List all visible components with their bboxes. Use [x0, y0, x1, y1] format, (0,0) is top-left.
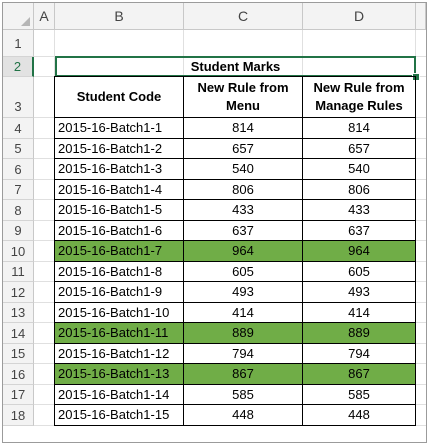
student-code-cell[interactable]: 2015-16-Batch1-7 — [55, 241, 184, 262]
student-code-cell[interactable]: 2015-16-Batch1-15 — [55, 405, 184, 426]
column-header-d[interactable]: D — [303, 3, 416, 30]
student-code-cell[interactable]: 2015-16-Batch1-8 — [55, 262, 184, 282]
row-header-15[interactable]: 15 — [3, 344, 34, 364]
column-header-b[interactable]: B — [55, 3, 184, 30]
menu-rule-value-cell[interactable]: 964 — [184, 241, 303, 262]
manage-rule-value-cell[interactable]: 889 — [303, 323, 416, 344]
menu-rule-value-cell[interactable]: 657 — [184, 139, 303, 159]
manage-rule-value-cell[interactable]: 814 — [303, 118, 416, 139]
manage-rule-value-cell[interactable]: 585 — [303, 385, 416, 405]
menu-rule-value-cell[interactable]: 867 — [184, 364, 303, 385]
student-code-cell[interactable]: 2015-16-Batch1-11 — [55, 323, 184, 344]
menu-rule-value-cell[interactable]: 794 — [184, 344, 303, 364]
row-header-8[interactable]: 8 — [3, 200, 34, 221]
menu-rule-value-cell[interactable]: 540 — [184, 159, 303, 180]
manage-rule-value-cell[interactable]: 806 — [303, 180, 416, 200]
row-header-18[interactable]: 18 — [3, 405, 34, 426]
row-header-7[interactable]: 7 — [3, 180, 34, 200]
row-header-11[interactable]: 11 — [3, 262, 34, 282]
manage-rule-value-cell[interactable]: 433 — [303, 200, 416, 221]
student-code-cell[interactable]: 2015-16-Batch1-1 — [55, 118, 184, 139]
menu-rule-value-cell[interactable]: 585 — [184, 385, 303, 405]
title-cell[interactable]: Student Marks — [55, 56, 416, 77]
manage-rule-value-cell[interactable]: 540 — [303, 159, 416, 180]
column-header-a[interactable]: A — [34, 3, 55, 30]
row-header-1[interactable]: 1 — [3, 30, 34, 57]
student-code-cell[interactable]: 2015-16-Batch1-9 — [55, 282, 184, 303]
menu-rule-value-cell[interactable]: 814 — [184, 118, 303, 139]
column-header-c[interactable]: C — [184, 3, 303, 30]
row-header-4[interactable]: 4 — [3, 118, 34, 139]
manage-rule-value-cell[interactable]: 794 — [303, 344, 416, 364]
row-header-2[interactable]: 2 — [3, 57, 34, 77]
manage-rule-value-cell[interactable]: 605 — [303, 262, 416, 282]
manage-rule-value-cell[interactable]: 657 — [303, 139, 416, 159]
student-code-cell[interactable]: 2015-16-Batch1-13 — [55, 364, 184, 385]
student-code-cell[interactable]: 2015-16-Batch1-4 — [55, 180, 184, 200]
row-header-14[interactable]: 14 — [3, 323, 34, 344]
student-code-cell[interactable]: 2015-16-Batch1-10 — [55, 303, 184, 323]
manage-rule-value-cell[interactable]: 493 — [303, 282, 416, 303]
manage-rule-value-cell[interactable]: 637 — [303, 221, 416, 241]
student-code-cell[interactable]: 2015-16-Batch1-3 — [55, 159, 184, 180]
manage-rule-value-cell[interactable]: 964 — [303, 241, 416, 262]
menu-rule-value-cell[interactable]: 433 — [184, 200, 303, 221]
menu-rule-value-cell[interactable]: 605 — [184, 262, 303, 282]
header-new-rule-manage[interactable]: New Rule from Manage Rules — [303, 77, 416, 118]
manage-rule-value-cell[interactable]: 448 — [303, 405, 416, 426]
row-header-12[interactable]: 12 — [3, 282, 34, 303]
row-header-3[interactable]: 3 — [3, 77, 34, 118]
menu-rule-value-cell[interactable]: 637 — [184, 221, 303, 241]
row-header-13[interactable]: 13 — [3, 303, 34, 323]
student-code-cell[interactable]: 2015-16-Batch1-12 — [55, 344, 184, 364]
column-header-filler — [416, 3, 426, 30]
header-new-rule-menu[interactable]: New Rule from Menu — [184, 77, 303, 118]
menu-rule-value-cell[interactable]: 448 — [184, 405, 303, 426]
row-header-5[interactable]: 5 — [3, 139, 34, 159]
select-all-corner[interactable] — [3, 3, 34, 30]
student-code-cell[interactable]: 2015-16-Batch1-2 — [55, 139, 184, 159]
select-all-icon — [21, 17, 30, 26]
row-header-9[interactable]: 9 — [3, 221, 34, 241]
manage-rule-value-cell[interactable]: 414 — [303, 303, 416, 323]
student-code-cell[interactable]: 2015-16-Batch1-6 — [55, 221, 184, 241]
header-student-code[interactable]: Student Code — [55, 77, 184, 118]
menu-rule-value-cell[interactable]: 806 — [184, 180, 303, 200]
menu-rule-value-cell[interactable]: 889 — [184, 323, 303, 344]
student-code-cell[interactable]: 2015-16-Batch1-5 — [55, 200, 184, 221]
row-header-6[interactable]: 6 — [3, 159, 34, 180]
row-header-10[interactable]: 10 — [3, 241, 34, 262]
menu-rule-value-cell[interactable]: 414 — [184, 303, 303, 323]
row-header-16[interactable]: 16 — [3, 364, 34, 385]
menu-rule-value-cell[interactable]: 493 — [184, 282, 303, 303]
manage-rule-value-cell[interactable]: 867 — [303, 364, 416, 385]
row-header-17[interactable]: 17 — [3, 385, 34, 405]
student-code-cell[interactable]: 2015-16-Batch1-14 — [55, 385, 184, 405]
